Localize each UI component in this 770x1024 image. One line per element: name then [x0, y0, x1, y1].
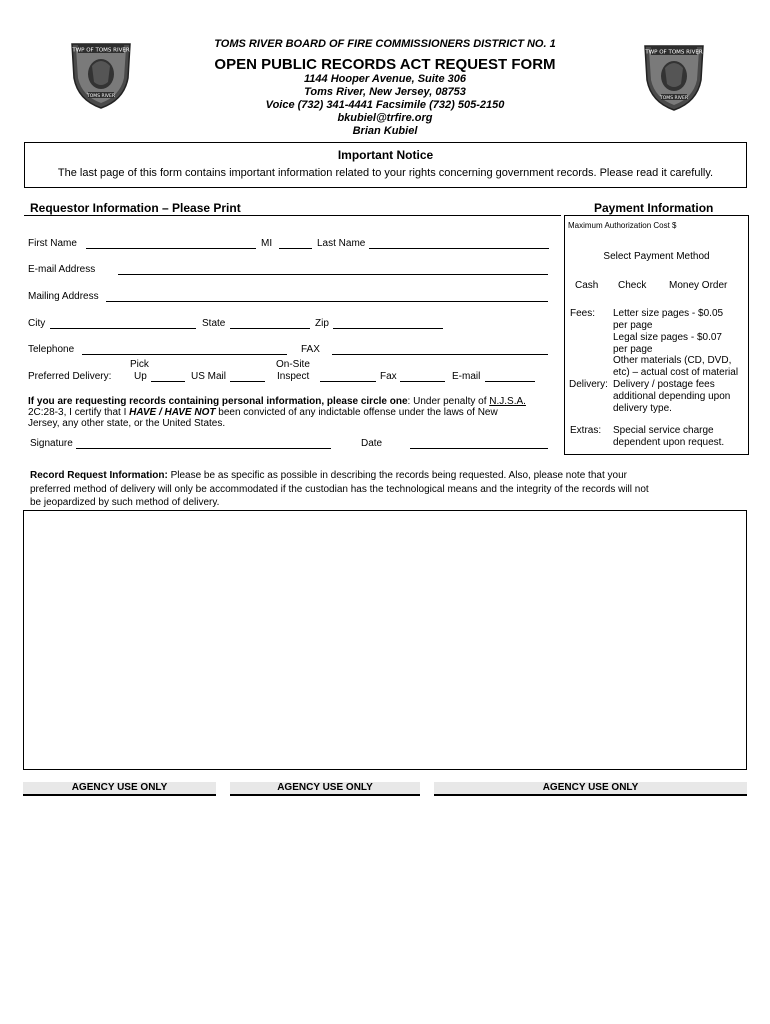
fees-line-3: Legal size pages - $0.07 — [613, 332, 722, 343]
personal-info-penalty: : Under penalty of — [407, 396, 490, 407]
cash-option[interactable]: Cash — [575, 280, 599, 291]
important-notice-box — [24, 142, 747, 188]
state-field[interactable] — [230, 328, 310, 329]
fees-line-1: Letter size pages - $0.05 — [613, 308, 724, 319]
records-request-textarea[interactable] — [23, 510, 747, 770]
state-label: State — [202, 318, 226, 329]
first-name-label: First Name — [28, 238, 77, 249]
email-option[interactable] — [485, 381, 535, 382]
select-payment-label: Select Payment Method — [603, 251, 710, 262]
delivery-label: Delivery: — [569, 379, 608, 390]
pick-label: Pick — [130, 359, 149, 370]
telephone-label: Telephone — [28, 344, 75, 355]
signature-field[interactable] — [76, 448, 331, 449]
mi-label: MI — [261, 238, 273, 249]
last-name-label: Last Name — [317, 238, 366, 249]
pickup-label: Up — [134, 371, 147, 382]
onsite-label: On-Site — [276, 359, 310, 370]
city-label: City — [28, 318, 46, 329]
have-separator: / — [156, 407, 165, 418]
email-field[interactable] — [118, 274, 548, 275]
personal-info-bold: If you are requesting records containing personal information, please circle one — [28, 396, 408, 407]
records-line-1 — [30, 470, 750, 482]
telephone-field[interactable] — [82, 354, 287, 355]
fees-line-2: per page — [613, 320, 653, 331]
delivery-line-1: Delivery / postage fees — [613, 379, 715, 390]
seal-bottom-text: TOMS RIVER — [87, 94, 115, 99]
mailing-address-label: Mailing Address — [28, 291, 99, 302]
signature-label: Signature — [30, 438, 73, 449]
fees-line-6: etc) – actual cost of material — [613, 367, 739, 378]
email-label: E-mail Address — [28, 264, 96, 275]
district-name: TOMS RIVER BOARD OF FIRE COMMISSIONERS DISTRICT NO. 1 — [214, 38, 556, 50]
agency-use-only-2: AGENCY USE ONLY — [230, 782, 420, 796]
fax-option[interactable] — [400, 381, 445, 382]
requestor-heading: Requestor Information – Please Print — [30, 201, 241, 215]
delivery-line-3: delivery type. — [613, 403, 672, 414]
contact-email: bkubiel@trfire.org — [337, 112, 433, 124]
inspect-label: Inspect — [277, 371, 310, 382]
seal-top-text: TWP OF TOMS RIVER — [72, 47, 130, 54]
preferred-delivery-label: Preferred Delivery: — [28, 371, 112, 382]
first-name-field[interactable] — [86, 248, 256, 249]
payment-heading: Payment Information — [594, 201, 714, 215]
date-label: Date — [361, 438, 383, 449]
mi-field[interactable] — [279, 248, 312, 249]
seal-bottom-text: TOMS RIVER — [660, 96, 688, 101]
usmail-label: US Mail — [191, 371, 227, 382]
date-field[interactable] — [410, 448, 548, 449]
seal-top-text: TWP OF TOMS RIVER — [645, 49, 703, 56]
delivery-line-2: additional depending upon — [613, 391, 731, 402]
max-cost-label: Maximum Authorization Cost $ — [568, 221, 677, 230]
fax-label: FAX — [301, 344, 320, 355]
records-line-3: be jeopardized by such method of delivery. — [30, 497, 220, 508]
have-not-option[interactable]: HAVE NOT — [164, 407, 216, 418]
have-option[interactable]: HAVE — [129, 407, 157, 418]
form-title: OPEN PUBLIC RECORDS ACT REQUEST FORM — [214, 56, 556, 73]
money-order-option[interactable]: Money Order — [669, 280, 728, 291]
check-option[interactable]: Check — [618, 280, 647, 291]
phone-line: Voice (732) 341-4441 Facsimile (732) 505-2150 — [265, 99, 505, 111]
fax-option-label: Fax — [380, 371, 397, 382]
personal-info-offense: been convicted of any indictable offense under the laws of New — [215, 407, 498, 418]
email-option-label: E-mail — [452, 371, 481, 382]
fees-line-4: per page — [613, 344, 653, 355]
extras-line-1: Special service charge — [613, 425, 714, 436]
njsa-citation: N.J.S.A. — [489, 396, 526, 407]
personal-info-certify: 2C:28-3, I certify that I — [28, 407, 130, 418]
extras-line-2: dependent upon request. — [613, 437, 725, 448]
agency-use-only-3: AGENCY USE ONLY — [434, 782, 747, 796]
requestor-heading-rule — [24, 215, 561, 216]
fax-field[interactable] — [332, 354, 548, 355]
contact-name: Brian Kubiel — [352, 125, 418, 137]
notice-text: The last page of this form contains important information related to your rights concerning government records. Please read it carefully. — [57, 167, 714, 179]
mailing-address-field[interactable] — [106, 301, 548, 302]
last-name-field[interactable] — [369, 248, 549, 249]
address-line-1: 1144 Hooper Avenue, Suite 306 — [303, 73, 466, 85]
extras-label: Extras: — [570, 425, 602, 436]
fees-label: Fees: — [570, 308, 596, 319]
records-line-2: preferred method of delivery will only be accommodated if the custodian has the technological means and the integrity of the records will not — [30, 484, 649, 495]
zip-label: Zip — [315, 318, 329, 329]
records-instructions: Please be as specific as possible in describing the records being requested. Also, please note that your — [167, 470, 627, 481]
onsite-option[interactable] — [320, 381, 376, 382]
fees-line-5: Other materials (CD, DVD, — [613, 355, 732, 366]
personal-info-line-3: Jersey, any other state, or the United States. — [28, 418, 226, 429]
notice-title: Important Notice — [337, 148, 434, 162]
zip-field[interactable] — [333, 328, 443, 329]
pickup-option[interactable] — [151, 381, 185, 382]
usmail-option[interactable] — [230, 381, 265, 382]
payment-box — [564, 215, 749, 455]
records-heading: Record Request Information: — [30, 470, 168, 481]
address-line-2: Toms River, New Jersey, 08753 — [304, 86, 466, 98]
agency-use-only-1: AGENCY USE ONLY — [23, 782, 216, 796]
city-field[interactable] — [50, 328, 196, 329]
